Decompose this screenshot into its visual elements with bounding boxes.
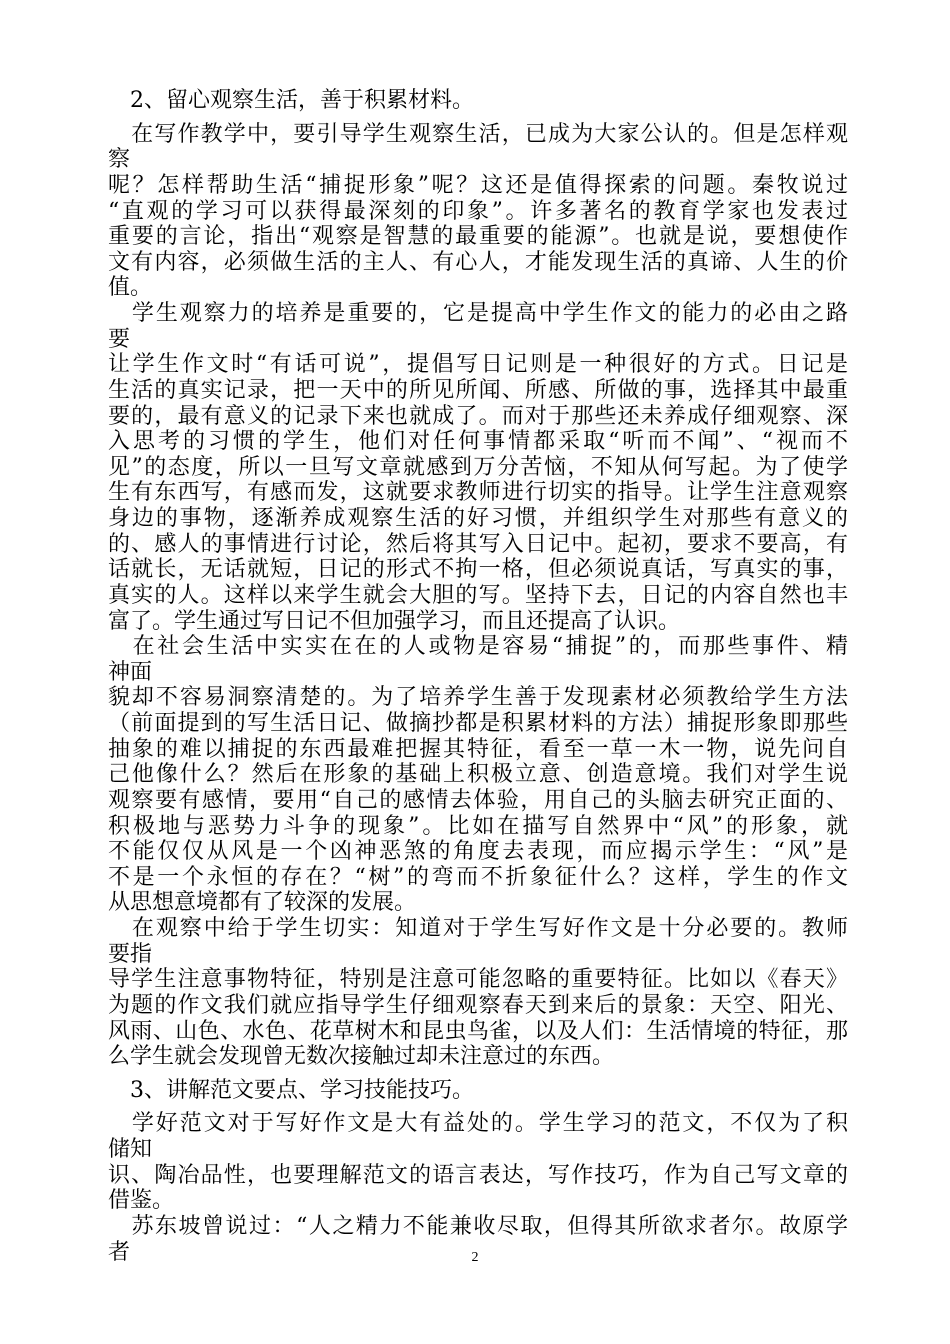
paragraph-line: 要的，最有意义的记录下来也就成了。而对于那些还未养成仔细观察、深	[108, 404, 848, 429]
paragraph-line: 的、感人的事情进行讨论，然后将其写入日记中。起初，要求不要高，有	[108, 532, 848, 557]
paragraph-line: 生有东西写，有感而发，这就要求教师进行切实的指导。让学生注意观察	[108, 480, 848, 505]
paragraph-line: 么学生就会发现曾无数次接触过却未注意过的东西。	[108, 1044, 615, 1069]
paragraph-line: 苏东坡曾说过：“人之精力不能兼收尽取，但得其所欲求者尔。故原学	[108, 1214, 848, 1239]
paragraph-line: 见”的态度，所以一旦写文章就感到万分苦恼，不知从何写起。为了使学	[108, 455, 848, 480]
paragraph-line: 值。	[108, 275, 153, 300]
paragraph-line: 察	[108, 147, 131, 172]
paragraph-line: 风雨、山色、水色、花草树木和昆虫鸟雀，以及人们：生活情境的特征，那	[108, 1019, 848, 1044]
paragraph-line: 者	[108, 1240, 131, 1265]
paragraph-line: 要	[108, 327, 131, 352]
paragraph-line: 学生观察力的培养是重要的，它是提高中学生作文的能力的必由之路	[108, 301, 848, 326]
paragraph-line: 观察要有感情，要用“自己的感情去体验，用自己的头脑去研究正面的、	[108, 788, 848, 813]
paragraph-line: 身边的事物，逐渐养成观察生活的好习惯，并组织学生对那些有意义的	[108, 506, 848, 531]
paragraph-line: 借鉴。	[108, 1188, 175, 1213]
paragraph-line: 不是一个永恒的存在？“树”的弯而不折象征什么？这样，学生的作文	[108, 865, 848, 890]
paragraph-line: 神面	[108, 660, 153, 685]
section-heading: 3、讲解范文要点、学习技能技巧。	[108, 1078, 474, 1103]
paragraph-line: 为题的作文我们就应指导学生仔细观察春天到来后的景象：天空、阳光、	[108, 993, 848, 1018]
paragraph-line: 貌却不容易洞察清楚的。为了培养学生善于发现素材必须教给学生方法	[108, 685, 848, 710]
paragraph-line: 在观察中给于学生切实：知道对于学生写好作文是十分必要的。教师	[108, 916, 848, 941]
paragraph-line: 不能仅仅从风是一个凶神恶煞的角度去表现，而应揭示学生：“风”是	[108, 839, 848, 864]
paragraph-line: （前面提到的写生活日记、做摘抄都是积累材料的方法）捕捉形象即那些	[108, 711, 848, 736]
paragraph-line: 富了。学生通过写日记不但加强学习，而且还提高了认识。	[108, 609, 681, 634]
paragraph-line: 学好范文对于写好作文是大有益处的。学生学习的范文，不仅为了积	[108, 1111, 848, 1136]
paragraph-line: 让学生作文时“有话可说”，提倡写日记则是一种很好的方式。日记是	[108, 352, 848, 377]
paragraph-line: 识、陶冶品性，也要理解范文的语言表达，写作技巧，作为自己写文章的	[108, 1163, 848, 1188]
paragraph-line: “直观的学习可以获得最深刻的印象”。许多著名的教育学家也发表过	[108, 199, 848, 224]
paragraph-line: 重要的言论，指出“观察是智慧的最重要的能源”。也就是说，要想使作	[108, 224, 848, 249]
paragraph-line: 入思考的习惯的学生，他们对任何事情都采取“听而不闻”、“视而不	[108, 429, 848, 454]
paragraph-line: 真实的人。这样以来学生就会大胆的写。坚持下去，日记的内容自然也丰	[108, 583, 848, 608]
paragraph-line: 在写作教学中，要引导学生观察生活，已成为大家公认的。但是怎样观	[108, 122, 848, 147]
paragraph-line: 储知	[108, 1137, 153, 1162]
paragraph-line: 积极地与恶势力斗争的现象”。比如在描写自然界中“风”的形象，就	[108, 814, 848, 839]
paragraph-line: 在社会生活中实实在在的人或物是容易“捕捉”的，而那些事件、精	[108, 634, 848, 659]
paragraph-line: 文有内容，必须做生活的主人、有心人，才能发现生活的真谛、人生的价	[108, 250, 848, 275]
paragraph-line: 从思想意境都有了较深的发展。	[108, 890, 417, 915]
paragraph-line: 话就长，无话就短，日记的形式不拘一格，但必须说真话，写真实的事，	[108, 557, 848, 582]
paragraph-line: 抽象的难以捕捉的东西最难把握其特征，看至一草一木一物，说先问自	[108, 737, 848, 762]
paragraph-line: 导学生注意事物特征，特别是注意可能忽略的重要特征。比如以《春天》	[108, 967, 848, 992]
paragraph-line: 呢？怎样帮助生活“捕捉形象”呢？这还是值得探索的问题。秦牧说过	[108, 173, 848, 198]
paragraph-line: 生活的真实记录，把一天中的所见所闻、所感、所做的事，选择其中最重	[108, 378, 848, 403]
paragraph-line: 己他像什么？然后在形象的基础上积极立意、创造意境。我们对学生说	[108, 762, 848, 787]
page-number: 2	[471, 1250, 479, 1265]
paragraph-line: 要指	[108, 942, 153, 967]
section-heading: 2、留心观察生活，善于积累材料。	[108, 88, 474, 113]
